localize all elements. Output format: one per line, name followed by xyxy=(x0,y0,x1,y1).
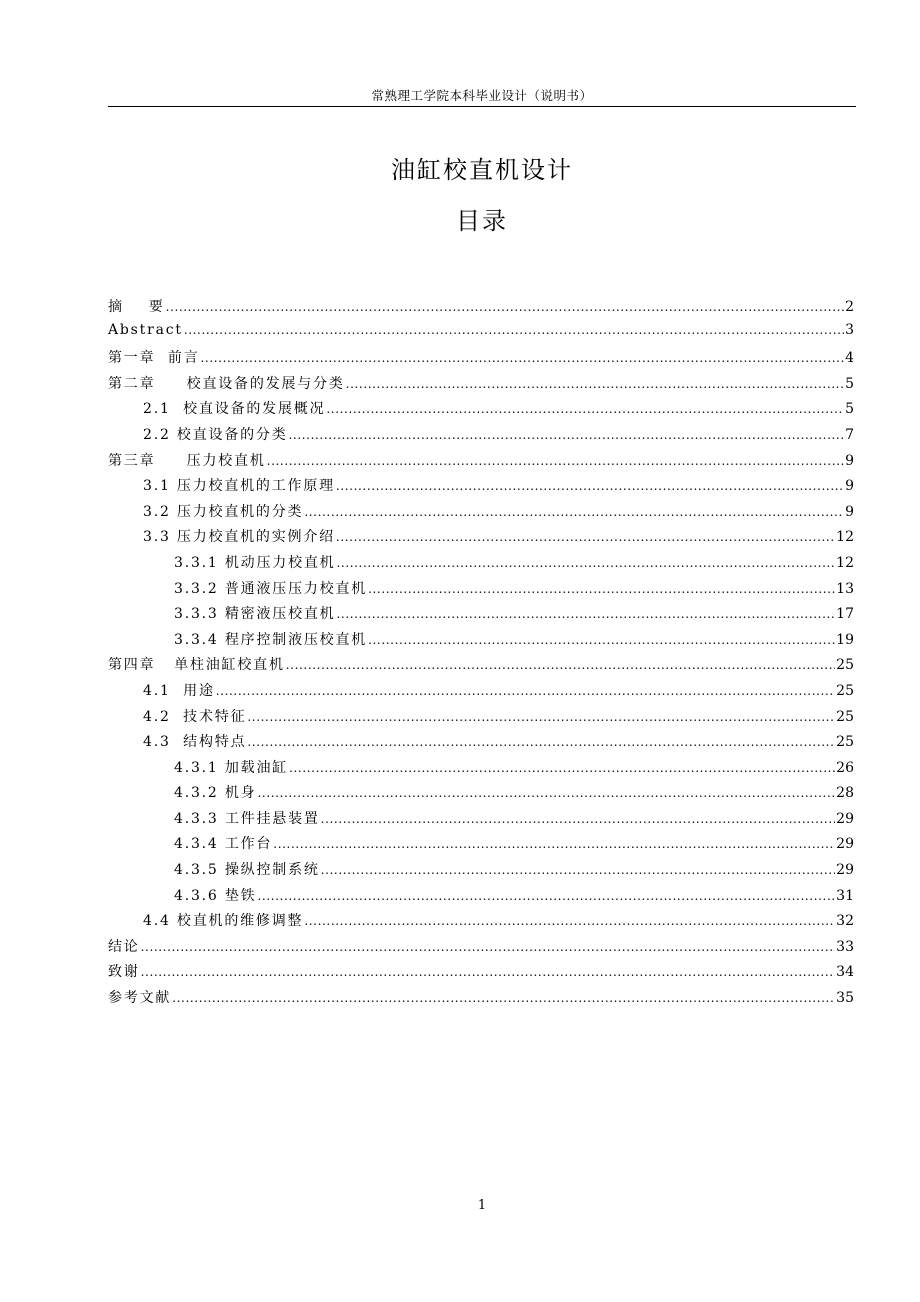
toc-entry-title: 2.1 校直设备的发展概况 xyxy=(143,401,326,418)
toc-entry-title: 4.1 用途 xyxy=(143,682,215,699)
toc-entry-abstract-cn[interactable] xyxy=(108,296,854,322)
toc-entry-4-3-4[interactable] xyxy=(108,833,854,859)
dot-leader xyxy=(141,940,836,954)
running-header: 常熟理工学院本科毕业设计（说明书） xyxy=(371,88,593,103)
toc-entry-title: 第二章 校直设备的发展与分类 xyxy=(108,375,345,392)
dot-leader xyxy=(321,863,836,877)
toc-entry-title: 3.3.1 机动压力校直机 xyxy=(174,554,336,571)
toc-entry-title: 3.3 压力校直机的实例介绍 xyxy=(143,529,335,546)
dot-leader xyxy=(257,889,835,903)
dot-leader xyxy=(346,377,844,391)
toc-entry-page: 33 xyxy=(836,938,854,955)
dot-leader xyxy=(273,837,835,851)
toc-entry-page: 17 xyxy=(836,606,854,623)
toc-entry-page: 29 xyxy=(836,862,854,879)
toc-entry-3-2[interactable] xyxy=(108,501,854,527)
document-title: 油缸校直机设计 xyxy=(391,156,573,184)
toc-entry-page: 12 xyxy=(836,554,854,571)
dot-leader xyxy=(304,505,844,519)
dot-leader xyxy=(289,761,835,775)
dot-leader xyxy=(286,658,835,672)
toc-entry-title: 3.3.3 精密液压校直机 xyxy=(174,606,336,623)
dot-leader xyxy=(336,556,835,570)
toc-entry-3-1[interactable] xyxy=(108,475,854,501)
toc-entry-4-3-5[interactable] xyxy=(108,859,854,885)
toc-entry-page: 25 xyxy=(836,708,854,725)
toc-entry-chapter-3[interactable] xyxy=(108,450,854,476)
toc-entry-2-1[interactable] xyxy=(108,398,854,424)
dot-leader xyxy=(201,351,845,365)
toc-entry-title: 4.3.3 工件挂悬装置 xyxy=(174,810,320,827)
toc-entry-title: 4.4 校直机的维修调整 xyxy=(143,913,304,930)
toc-entry-page: 13 xyxy=(836,580,854,597)
toc-entry-chapter-1[interactable] xyxy=(108,347,854,373)
toc-entry-acknowledgements[interactable] xyxy=(108,961,854,987)
dot-leader xyxy=(326,402,844,416)
toc-entry-page: 35 xyxy=(836,990,854,1007)
toc-entry-page: 26 xyxy=(836,759,854,776)
toc-entry-title: 第一章 前言 xyxy=(108,350,200,367)
toc-entry-page: 5 xyxy=(845,401,854,418)
toc-entry-title: 参考文献 xyxy=(108,990,172,1007)
toc-entry-conclusion[interactable] xyxy=(108,936,854,962)
dot-leader xyxy=(368,582,835,596)
toc-entry-title: 4.3.2 机身 xyxy=(174,785,257,802)
toc-entry-4-3-2[interactable] xyxy=(108,782,854,808)
toc-entry-4-2[interactable] xyxy=(108,706,854,732)
toc-entry-4-1[interactable] xyxy=(108,680,854,706)
toc-entry-page: 9 xyxy=(845,478,854,495)
toc-entry-chapter-2[interactable] xyxy=(108,373,854,399)
toc-entry-4-4[interactable] xyxy=(108,910,854,936)
dot-leader xyxy=(368,633,835,647)
table-of-contents xyxy=(108,296,854,1013)
toc-entry-chapter-4[interactable] xyxy=(108,654,854,680)
toc-entry-title: 4.3.5 操纵控制系统 xyxy=(174,862,320,879)
toc-entry-4-3-6[interactable] xyxy=(108,885,854,911)
toc-entry-references[interactable] xyxy=(108,987,854,1013)
toc-entry-page: 3 xyxy=(845,321,854,338)
toc-entry-page: 4 xyxy=(845,350,854,367)
dot-leader xyxy=(336,607,835,621)
toc-entry-title: 3.3.4 程序控制液压校直机 xyxy=(174,631,368,648)
toc-entry-page: 25 xyxy=(836,682,854,699)
toc-entry-title: 摘 要 xyxy=(108,299,165,315)
toc-entry-page: 29 xyxy=(836,836,854,853)
toc-entry-3-3[interactable] xyxy=(108,526,854,552)
dot-leader xyxy=(172,991,835,1005)
dot-leader xyxy=(336,479,844,493)
toc-entry-title: 2.2 校直设备的分类 xyxy=(143,426,288,443)
toc-entry-title: 3.1 压力校直机的工作原理 xyxy=(143,478,335,495)
toc-entry-4-3[interactable] xyxy=(108,731,854,757)
toc-entry-title: 致谢 xyxy=(108,964,140,981)
dot-leader xyxy=(321,812,836,826)
dot-leader xyxy=(336,530,835,544)
toc-entry-page: 19 xyxy=(836,631,854,648)
toc-entry-title: 3.3.2 普通液压压力校直机 xyxy=(174,580,368,597)
toc-entry-4-3-3[interactable] xyxy=(108,808,854,834)
toc-entry-title: 第三章 压力校直机 xyxy=(108,452,266,469)
toc-entry-title: 3.2 压力校直机的分类 xyxy=(143,503,304,520)
toc-entry-3-3-3[interactable] xyxy=(108,603,854,629)
toc-entry-4-3-1[interactable] xyxy=(108,757,854,783)
toc-entry-page: 29 xyxy=(836,810,854,827)
dot-leader xyxy=(289,428,845,442)
dot-leader xyxy=(304,914,835,928)
toc-entry-page: 25 xyxy=(836,657,854,674)
toc-entry-title: 4.3.4 工作台 xyxy=(174,836,273,853)
toc-entry-title: 4.2 技术特征 xyxy=(143,708,247,725)
toc-entry-page: 12 xyxy=(836,529,854,546)
toc-heading: 目录 xyxy=(456,207,508,235)
dot-leader xyxy=(216,684,835,698)
toc-entry-page: 5 xyxy=(845,375,854,392)
dot-leader xyxy=(267,454,844,468)
toc-entry-page: 28 xyxy=(836,785,854,802)
toc-entry-title: 第四章 单柱油缸校直机 xyxy=(108,657,285,674)
toc-entry-page: 9 xyxy=(845,452,854,469)
toc-entry-title: 结论 xyxy=(108,938,140,955)
page-number: 1 xyxy=(477,1198,487,1213)
dot-leader xyxy=(141,965,836,979)
toc-entry-page: 25 xyxy=(836,734,854,751)
toc-entry-page: 2 xyxy=(845,299,854,315)
dot-leader xyxy=(184,323,844,337)
toc-entry-2-2[interactable] xyxy=(108,424,854,450)
dot-leader xyxy=(166,300,844,314)
toc-entry-abstract-en[interactable] xyxy=(108,322,854,348)
toc-entry-page: 34 xyxy=(836,964,854,981)
toc-entry-title: 4.3.6 垫铁 xyxy=(174,887,257,904)
dot-leader xyxy=(247,735,835,749)
header-rule xyxy=(108,106,856,107)
toc-entry-title: Abstract xyxy=(108,321,183,338)
toc-entry-title: 4.3.1 加载油缸 xyxy=(174,759,289,776)
toc-entry-3-3-4[interactable] xyxy=(108,629,854,655)
toc-entry-page: 32 xyxy=(836,913,854,930)
toc-entry-page: 9 xyxy=(845,503,854,520)
dot-leader xyxy=(247,710,835,724)
dot-leader xyxy=(257,786,835,800)
toc-entry-title: 4.3 结构特点 xyxy=(143,734,247,751)
toc-entry-3-3-2[interactable] xyxy=(108,578,854,604)
toc-entry-page: 31 xyxy=(836,887,854,904)
toc-entry-page: 7 xyxy=(845,426,854,443)
toc-entry-3-3-1[interactable] xyxy=(108,552,854,578)
